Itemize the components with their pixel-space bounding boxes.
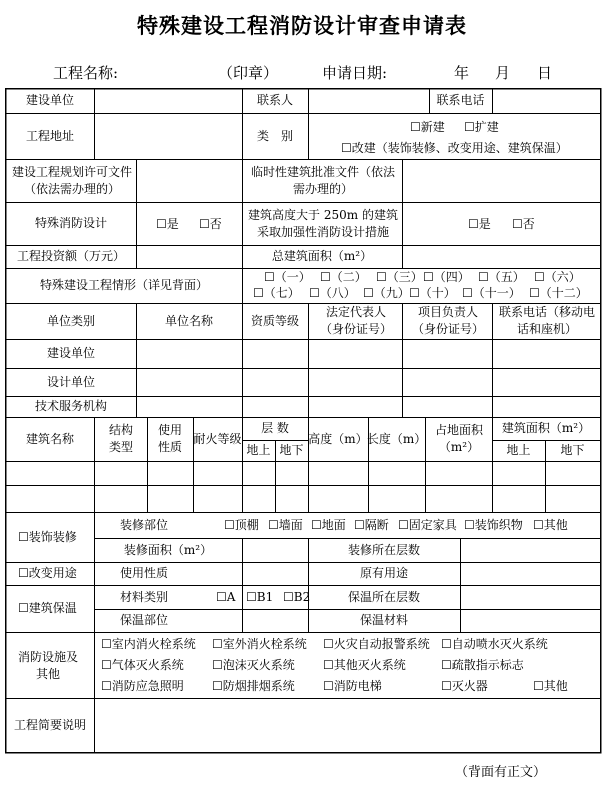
unit-type-header: 单位类别	[46, 313, 95, 328]
checkbox-icon	[101, 657, 112, 674]
category-label: 类 别	[256, 128, 293, 143]
situation-checkbox-11[interactable]: ☐ （十一）	[462, 285, 521, 302]
height-250m-measures-label: 建筑高度大于 250m 的建筑采取加强性消防设计措施	[248, 208, 398, 239]
decoration-part-label: 装修部位	[119, 517, 168, 532]
month-label: 月	[495, 64, 511, 82]
project-manager-header: 项目负责人（身份证号）	[411, 305, 484, 336]
total-floor-area-label: 总建筑面积（m²）	[271, 249, 373, 263]
day-label: 日	[537, 64, 553, 82]
checkbox-icon	[533, 678, 544, 695]
form-title: 特殊建设工程消防设计审查申请表	[137, 13, 467, 38]
gas-suppression-checkbox[interactable]: ☐ 气体灭火系统	[101, 656, 184, 674]
project-name-label: 工程名称:	[53, 64, 119, 82]
checkbox-icon	[410, 119, 421, 136]
building-name-header: 建筑名称	[25, 431, 74, 446]
decoration-checkbox[interactable]: ☐ 装饰装修	[18, 512, 94, 562]
other-suppression-checkbox[interactable]: ☐ 其他灭火系统	[323, 656, 406, 674]
insulation-floors-label: 保温所在层数	[347, 589, 420, 604]
fixed-furniture-checkbox[interactable]: ☐ 固定家具	[398, 517, 457, 534]
checkbox-icon	[18, 600, 29, 617]
change-use-checkbox[interactable]: ☐ 改变用途	[18, 562, 94, 585]
qualification-header: 资质等级	[250, 313, 299, 328]
legal-representative-header: 法定代表人（身份证号）	[319, 305, 392, 336]
grade-b1-checkbox[interactable]: ☐ B1	[246, 589, 273, 606]
checkbox-icon	[464, 517, 475, 534]
height-measures-yes-checkbox[interactable]: ☐ 是	[468, 216, 491, 233]
fire-alarm-checkbox[interactable]: ☐ 火灾自动报警系统	[323, 635, 430, 653]
building-area-header: 建筑面积（m²）	[501, 421, 591, 435]
checkbox-icon	[441, 678, 452, 695]
height-header: 高度（m）	[308, 431, 368, 446]
floor-checkbox[interactable]: ☐ 地面	[311, 517, 346, 534]
seal-label: （印章）	[218, 64, 279, 82]
checkbox-icon	[101, 678, 112, 695]
checkbox-icon	[323, 678, 334, 695]
construction-unit-label: 建设单位	[25, 93, 74, 107]
new-build-checkbox[interactable]: ☐ 新建	[410, 118, 445, 136]
height-measures-no-checkbox[interactable]: ☐ 否	[512, 216, 535, 233]
checkbox-icon	[224, 517, 235, 534]
foam-system-checkbox[interactable]: ☐ 泡沫灭火系统	[212, 656, 295, 674]
original-use-label: 原有用途	[359, 566, 408, 580]
checkbox-icon	[376, 269, 387, 286]
smoke-exhaust-checkbox[interactable]: ☐ 防烟排烟系统	[212, 677, 295, 695]
checkbox-icon	[323, 657, 334, 674]
checkbox-icon	[423, 269, 434, 286]
checkbox-icon	[216, 589, 227, 606]
design-unit-row-label: 设计单位	[46, 374, 95, 389]
usage-header: 使用性质	[157, 423, 182, 454]
checkbox-icon	[199, 216, 210, 233]
checkbox-icon	[253, 285, 264, 302]
phone-label: 联系电话	[436, 93, 485, 107]
decoration-floors-label: 装修所在层数	[347, 542, 420, 557]
fire-elevator-checkbox[interactable]: ☐ 消防电梯	[323, 677, 382, 695]
checkbox-icon	[441, 636, 452, 653]
grade-b2-checkbox[interactable]: ☐ B2	[283, 589, 310, 606]
length-header: 长度（m）	[366, 431, 427, 446]
fire-facilities-label: 消防设施及其他	[18, 649, 79, 681]
rebuild-checkbox[interactable]: ☐ 改建（装饰装修、改变用途、建筑保温）	[341, 139, 568, 157]
situation-checkbox-6[interactable]: ☐ （六）	[534, 269, 581, 286]
insulation-material-label: 保温材料	[359, 613, 408, 627]
application-date-label: 申请日期:	[322, 64, 388, 82]
insulation-part-label: 保温部位	[119, 613, 168, 627]
material-type-label: 材料类别	[119, 589, 168, 604]
checkbox-icon	[529, 285, 540, 302]
expansion-checkbox[interactable]: ☐ 扩建	[464, 118, 499, 136]
checkbox-icon	[309, 285, 320, 302]
checkbox-icon	[268, 517, 279, 534]
structure-type-header: 结构类型	[108, 423, 133, 454]
usage-nature-label: 使用性质	[119, 566, 168, 580]
situation-checkbox-5[interactable]: ☐ （五）	[478, 269, 525, 286]
evacuation-sign-checkbox[interactable]: ☐ 疏散指示标志	[441, 656, 524, 674]
technical-service-row-label: 技术服务机构	[34, 399, 107, 413]
checkbox-icon	[464, 119, 475, 136]
wall-checkbox[interactable]: ☐ 墙面	[268, 517, 303, 534]
insulation-checkbox[interactable]: ☐ 建筑保温	[18, 585, 94, 632]
floors-header: 层 数	[261, 421, 289, 435]
checkbox-icon	[441, 657, 452, 674]
facilities-other-checkbox[interactable]: ☐ 其他	[533, 677, 568, 695]
checkbox-icon	[462, 285, 473, 302]
checkbox-icon	[468, 216, 479, 233]
land-area-header: 占地面积（m²）	[434, 423, 483, 454]
checkbox-icon	[212, 636, 223, 653]
situation-checkbox-7[interactable]: ☐ （七）	[253, 285, 300, 302]
checkbox-icon	[18, 529, 29, 546]
outdoor-hydrant-checkbox[interactable]: ☐ 室外消火栓系统	[212, 635, 307, 653]
area-above-header: 地上	[506, 443, 531, 457]
unit-name-header: 单位名称	[164, 313, 213, 328]
temporary-building-permit-label: 临时性建筑批准文件（依法需办理的）	[250, 165, 395, 196]
checkbox-icon	[363, 285, 374, 302]
checkbox-icon	[323, 636, 334, 653]
year-label: 年	[454, 64, 470, 82]
emergency-lighting-checkbox[interactable]: ☐ 消防应急照明	[101, 677, 184, 695]
project-address-label: 工程地址	[25, 128, 74, 143]
special-design-no-checkbox[interactable]: ☐ 否	[199, 216, 222, 233]
checkbox-icon	[101, 636, 112, 653]
special-design-yes-checkbox[interactable]: ☐ 是	[156, 216, 179, 233]
checkbox-icon	[534, 269, 545, 286]
situation-checkbox-9[interactable]: ☐ （九）	[363, 285, 410, 302]
contact-label: 联系人	[256, 93, 293, 107]
checkbox-icon	[283, 589, 294, 606]
checkbox-icon	[478, 269, 489, 286]
situation-checkbox-3[interactable]: ☐ （三）	[376, 269, 423, 286]
fire-rating-header: 耐火等级	[193, 431, 242, 446]
special-situation-label: 特殊建设工程情形（详见背面）	[39, 278, 208, 292]
situation-checkbox-10[interactable]: ☐ （十）	[409, 285, 456, 302]
checkbox-icon	[409, 285, 420, 302]
contact-phone-header: 联系电话（移动电话和座机）	[498, 305, 595, 336]
floors-below-header: 地下	[279, 443, 304, 457]
indoor-hydrant-checkbox[interactable]: ☐ 室内消火栓系统	[101, 635, 196, 653]
decoration-other-checkbox[interactable]: ☐ 其他	[533, 517, 568, 534]
planning-permit-label: 建设工程规划许可文件（依法需办理的）	[11, 165, 132, 196]
checkbox-icon	[354, 517, 365, 534]
situation-checkbox-1[interactable]: ☐ （一）	[264, 269, 311, 286]
sprinkler-checkbox[interactable]: ☐ 自动喷水灭火系统	[441, 635, 548, 653]
situation-checkbox-4[interactable]: ☐ （四）	[423, 269, 470, 286]
grade-a-checkbox[interactable]: ☐ A	[216, 589, 235, 606]
special-fire-design-label: 特殊消防设计	[34, 216, 107, 230]
checkbox-icon	[512, 216, 523, 233]
fabric-checkbox[interactable]: ☐ 装饰织物	[464, 517, 523, 534]
checkbox-icon	[398, 517, 409, 534]
ceiling-checkbox[interactable]: ☐ 顶棚	[224, 517, 259, 534]
checkbox-icon	[18, 565, 29, 582]
investment-label: 工程投资额（万元）	[16, 249, 125, 263]
checkbox-icon	[320, 269, 331, 286]
project-summary-label: 工程简要说明	[13, 717, 86, 732]
checkbox-icon	[341, 140, 352, 157]
partition-checkbox[interactable]: ☐ 隔断	[354, 517, 389, 534]
construction-unit-row-label: 建设单位	[46, 346, 95, 360]
checkbox-icon	[264, 269, 275, 286]
area-below-header: 地下	[560, 443, 585, 457]
checkbox-icon	[212, 678, 223, 695]
situation-checkbox-8[interactable]: ☐ （八）	[309, 285, 356, 302]
situation-checkbox-2[interactable]: ☐ （二）	[320, 269, 367, 286]
checkbox-icon	[212, 657, 223, 674]
checkbox-icon	[156, 216, 167, 233]
checkbox-icon	[533, 517, 544, 534]
back-page-note: （背面有正文）	[455, 765, 547, 780]
checkbox-icon	[246, 589, 257, 606]
situation-checkbox-12[interactable]: ☐ （十二）	[529, 285, 588, 302]
floors-above-header: 地上	[246, 443, 271, 457]
extinguisher-checkbox[interactable]: ☐ 灭火器	[441, 677, 488, 695]
checkbox-icon	[311, 517, 322, 534]
decoration-area-label: 装修面积（m²）	[123, 542, 213, 557]
